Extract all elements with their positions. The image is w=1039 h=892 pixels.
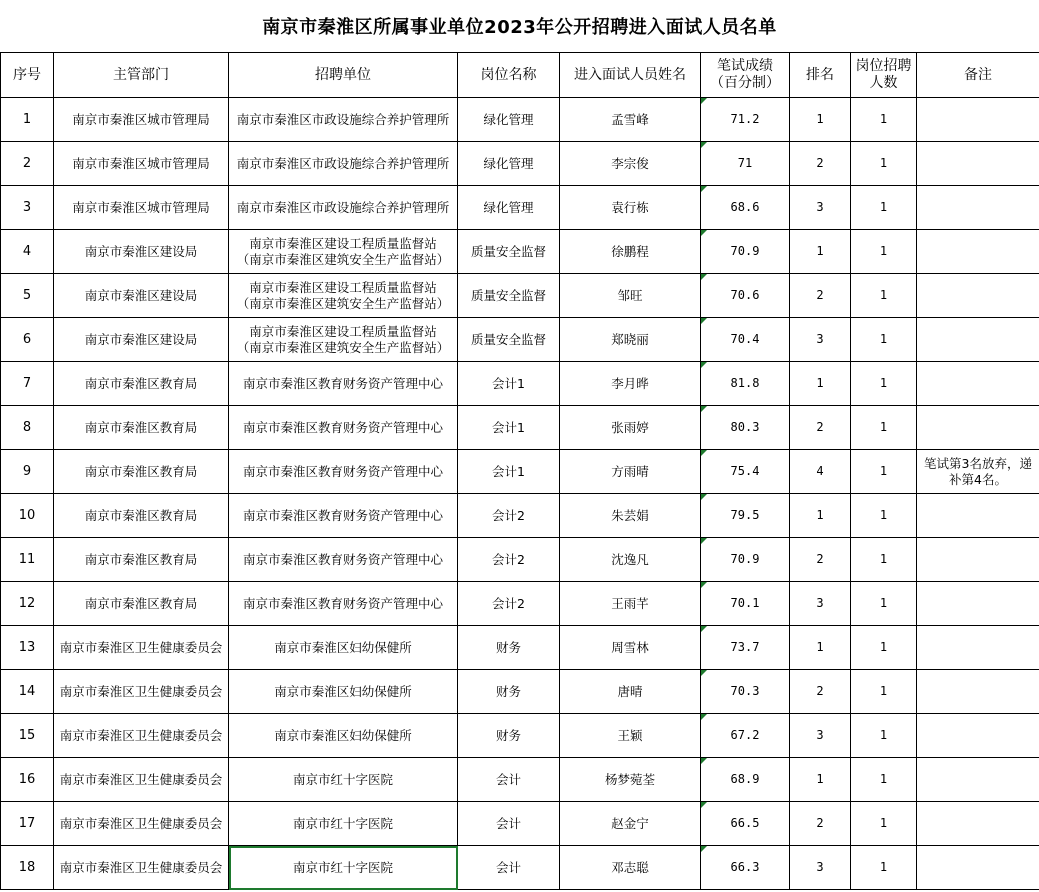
cell-remark[interactable] (917, 670, 1039, 714)
cell-score[interactable]: 73.7 (701, 626, 790, 670)
cell-quota[interactable]: 1 (851, 494, 917, 538)
cell-name[interactable]: 袁行栋 (560, 186, 701, 230)
cell-seq[interactable]: 10 (1, 494, 54, 538)
cell-unit-line1: 南京市秦淮区教育财务资产管理中心 (242, 595, 443, 611)
cell-seq[interactable]: 7 (1, 362, 54, 406)
header-dept[interactable]: 主管部门 (54, 53, 229, 98)
cell-position[interactable]: 财务 (458, 714, 560, 758)
cell-score[interactable]: 66.5 (701, 802, 790, 846)
header-score-line1: 笔试成绩 (717, 58, 773, 74)
cell-unit[interactable] (229, 714, 458, 758)
table-row (1, 450, 1039, 494)
cell-seq[interactable]: 5 (1, 274, 54, 318)
cell-dept[interactable]: 南京市秦淮区卫生健康委员会 (54, 802, 229, 846)
cell-rank[interactable]: 3 (790, 186, 851, 230)
cell-unit[interactable] (229, 450, 458, 494)
cell-unit-line1: 南京市秦淮区教育财务资产管理中心 (242, 375, 443, 391)
cell-dept[interactable]: 南京市秦淮区城市管理局 (54, 186, 229, 230)
table-row (1, 758, 1039, 802)
cell-position[interactable]: 质量安全监督 (458, 274, 560, 318)
cell-seq[interactable]: 13 (1, 626, 54, 670)
cell-score[interactable]: 68.9 (701, 758, 790, 802)
cell-quota[interactable]: 1 (851, 274, 917, 318)
cell-seq[interactable]: 1 (1, 98, 54, 142)
cell-seq[interactable]: 2 (1, 142, 54, 186)
cell-seq[interactable]: 11 (1, 538, 54, 582)
table-row (1, 318, 1039, 362)
cell-remark[interactable] (917, 362, 1039, 406)
cell-seq[interactable]: 16 (1, 758, 54, 802)
cell-unit[interactable] (229, 362, 458, 406)
cell-position[interactable]: 绿化管理 (458, 98, 560, 142)
cell-unit[interactable] (229, 846, 458, 890)
cell-score[interactable]: 70.9 (701, 230, 790, 274)
cell-remark[interactable] (917, 758, 1039, 802)
header-seq[interactable]: 序号 (1, 53, 54, 98)
cell-remark[interactable] (917, 406, 1039, 450)
cell-unit-line1: 南京市秦淮区教育财务资产管理中心 (242, 507, 443, 523)
cell-name[interactable]: 徐鹏程 (560, 230, 701, 274)
table-row (1, 406, 1039, 450)
cell-unit[interactable] (229, 626, 458, 670)
cell-name[interactable]: 杨梦菀荃 (560, 758, 701, 802)
cell-position[interactable]: 会计2 (458, 582, 560, 626)
cell-quota[interactable]: 1 (851, 582, 917, 626)
cell-score[interactable]: 81.8 (701, 362, 790, 406)
cell-seq[interactable]: 8 (1, 406, 54, 450)
cell-name[interactable]: 孟雪峰 (560, 98, 701, 142)
cell-score[interactable]: 70.3 (701, 670, 790, 714)
cell-unit-line1: 南京市秦淮区市政设施综合养护管理所 (236, 155, 450, 171)
cell-unit[interactable] (229, 582, 458, 626)
cell-seq[interactable]: 15 (1, 714, 54, 758)
table-row (1, 494, 1039, 538)
cell-score[interactable]: 67.2 (701, 714, 790, 758)
cell-dept[interactable]: 南京市秦淮区卫生健康委员会 (54, 626, 229, 670)
cell-remark[interactable]: 笔试第3名放弃，递补第4名。 (917, 450, 1039, 494)
cell-name[interactable]: 方雨晴 (560, 450, 701, 494)
cell-rank[interactable]: 1 (790, 362, 851, 406)
cell-position[interactable]: 会计2 (458, 538, 560, 582)
table-row (1, 230, 1039, 274)
cell-unit[interactable] (229, 670, 458, 714)
cell-name[interactable]: 郑晓丽 (560, 318, 701, 362)
cell-quota[interactable]: 1 (851, 142, 917, 186)
cell-unit-line2: （南京市秦淮区建筑安全生产监督站） (236, 339, 450, 355)
cell-unit[interactable] (229, 98, 458, 142)
cell-quota[interactable]: 1 (851, 802, 917, 846)
cell-unit-line1: 南京市秦淮区建设工程质量监督站 (249, 279, 437, 295)
cell-rank[interactable]: 2 (790, 538, 851, 582)
cell-name[interactable]: 邓志聪 (560, 846, 701, 890)
cell-name[interactable]: 赵金宁 (560, 802, 701, 846)
cell-dept[interactable]: 南京市秦淮区卫生健康委员会 (54, 714, 229, 758)
cell-remark[interactable] (917, 582, 1039, 626)
cell-rank[interactable]: 1 (790, 758, 851, 802)
cell-remark[interactable] (917, 714, 1039, 758)
cell-rank[interactable]: 2 (790, 274, 851, 318)
cell-quota[interactable]: 1 (851, 846, 917, 890)
table-row (1, 142, 1039, 186)
cell-rank[interactable]: 3 (790, 318, 851, 362)
cell-name[interactable]: 邹旺 (560, 274, 701, 318)
interview-list-table (0, 52, 1039, 890)
table-row (1, 186, 1039, 230)
cell-score[interactable]: 68.6 (701, 186, 790, 230)
cell-position[interactable]: 会计1 (458, 406, 560, 450)
cell-score[interactable]: 70.4 (701, 318, 790, 362)
cell-unit[interactable] (229, 230, 458, 274)
cell-unit[interactable] (229, 318, 458, 362)
cell-dept[interactable]: 南京市秦淮区城市管理局 (54, 98, 229, 142)
cell-position[interactable]: 质量安全监督 (458, 318, 560, 362)
cell-dept[interactable]: 南京市秦淮区教育局 (54, 582, 229, 626)
cell-name[interactable]: 王颖 (560, 714, 701, 758)
cell-seq[interactable]: 18 (1, 846, 54, 890)
cell-position[interactable]: 质量安全监督 (458, 230, 560, 274)
cell-unit-line1: 南京市秦淮区教育财务资产管理中心 (242, 551, 443, 567)
cell-name[interactable]: 沈逸凡 (560, 538, 701, 582)
cell-unit-line2: （南京市秦淮区建筑安全生产监督站） (236, 251, 450, 267)
table-row (1, 846, 1039, 890)
cell-dept[interactable]: 南京市秦淮区教育局 (54, 406, 229, 450)
cell-unit-line2: （南京市秦淮区建筑安全生产监督站） (236, 295, 450, 311)
cell-unit-line1: 南京市红十字医院 (292, 815, 393, 831)
cell-unit[interactable] (229, 274, 458, 318)
cell-remark[interactable] (917, 538, 1039, 582)
cell-name[interactable]: 李宗俊 (560, 142, 701, 186)
cell-position[interactable]: 会计 (458, 846, 560, 890)
cell-seq[interactable]: 3 (1, 186, 54, 230)
cell-unit[interactable] (229, 494, 458, 538)
cell-quota[interactable]: 1 (851, 626, 917, 670)
cell-remark[interactable] (917, 626, 1039, 670)
table-title: 南京市秦淮区所属事业单位2023年公开招聘进入面试人员名单 (262, 17, 777, 38)
cell-score[interactable]: 71.2 (701, 98, 790, 142)
cell-unit-line1: 南京市秦淮区妇幼保健所 (274, 639, 412, 655)
cell-remark[interactable] (917, 274, 1039, 318)
cell-dept[interactable]: 南京市秦淮区教育局 (54, 362, 229, 406)
cell-position[interactable]: 会计2 (458, 494, 560, 538)
cell-score[interactable]: 70.1 (701, 582, 790, 626)
header-score-line2: （百分制） (710, 75, 780, 91)
cell-quota[interactable]: 1 (851, 670, 917, 714)
cell-unit-line1: 南京市秦淮区妇幼保健所 (274, 727, 412, 743)
cell-remark[interactable] (917, 142, 1039, 186)
cell-seq[interactable]: 6 (1, 318, 54, 362)
cell-rank[interactable]: 4 (790, 450, 851, 494)
cell-seq[interactable]: 9 (1, 450, 54, 494)
cell-quota[interactable]: 1 (851, 538, 917, 582)
cell-seq[interactable]: 17 (1, 802, 54, 846)
cell-unit-line1: 南京市秦淮区市政设施综合养护管理所 (236, 199, 450, 215)
cell-position[interactable]: 财务 (458, 670, 560, 714)
cell-unit-line1: 南京市秦淮区建设工程质量监督站 (249, 235, 437, 251)
cell-unit-line1: 南京市秦淮区教育财务资产管理中心 (242, 419, 443, 435)
table-row (1, 98, 1039, 142)
cell-rank[interactable]: 2 (790, 802, 851, 846)
table-body (1, 98, 1039, 890)
cell-position[interactable]: 绿化管理 (458, 186, 560, 230)
header-row (1, 53, 1039, 98)
cell-rank[interactable]: 1 (790, 494, 851, 538)
header-quota[interactable] (851, 53, 917, 98)
cell-dept[interactable]: 南京市秦淮区建设局 (54, 318, 229, 362)
cell-position[interactable]: 会计1 (458, 450, 560, 494)
header-quota-line2: 人数 (869, 75, 898, 91)
cell-rank[interactable]: 1 (790, 230, 851, 274)
header-unit[interactable]: 招聘单位 (229, 53, 458, 98)
cell-remark[interactable] (917, 98, 1039, 142)
cell-dept[interactable]: 南京市秦淮区城市管理局 (54, 142, 229, 186)
cell-unit-line1: 南京市红十字医院 (292, 771, 393, 787)
cell-score[interactable]: 79.5 (701, 494, 790, 538)
cell-remark[interactable] (917, 494, 1039, 538)
cell-name[interactable]: 周雪林 (560, 626, 701, 670)
cell-dept[interactable]: 南京市秦淮区建设局 (54, 230, 229, 274)
cell-unit[interactable] (229, 802, 458, 846)
cell-position[interactable]: 财务 (458, 626, 560, 670)
cell-score[interactable]: 75.4 (701, 450, 790, 494)
table-row (1, 538, 1039, 582)
cell-name[interactable]: 张雨婷 (560, 406, 701, 450)
cell-remark[interactable] (917, 318, 1039, 362)
cell-rank[interactable]: 3 (790, 846, 851, 890)
cell-name[interactable]: 王雨芊 (560, 582, 701, 626)
cell-score[interactable]: 70.6 (701, 274, 790, 318)
cell-quota[interactable]: 1 (851, 98, 917, 142)
cell-dept[interactable]: 南京市秦淮区卫生健康委员会 (54, 846, 229, 890)
cell-dept[interactable]: 南京市秦淮区卫生健康委员会 (54, 758, 229, 802)
cell-remark[interactable] (917, 802, 1039, 846)
cell-unit-line1: 南京市秦淮区妇幼保健所 (274, 683, 412, 699)
cell-unit[interactable] (229, 406, 458, 450)
cell-quota[interactable]: 1 (851, 362, 917, 406)
table-row (1, 714, 1039, 758)
header-quota-line1: 岗位招聘 (855, 58, 912, 74)
cell-position[interactable]: 会计 (458, 758, 560, 802)
cell-dept[interactable]: 南京市秦淮区卫生健康委员会 (54, 670, 229, 714)
cell-seq[interactable]: 14 (1, 670, 54, 714)
cell-unit-line1: 南京市秦淮区教育财务资产管理中心 (242, 463, 443, 479)
table-row (1, 626, 1039, 670)
cell-seq[interactable]: 12 (1, 582, 54, 626)
cell-quota[interactable]: 1 (851, 406, 917, 450)
cell-rank[interactable]: 2 (790, 670, 851, 714)
cell-rank[interactable]: 2 (790, 406, 851, 450)
cell-remark[interactable] (917, 846, 1039, 890)
cell-unit[interactable] (229, 142, 458, 186)
cell-quota[interactable]: 1 (851, 186, 917, 230)
table-row (1, 274, 1039, 318)
cell-rank[interactable]: 1 (790, 626, 851, 670)
table-row (1, 670, 1039, 714)
table-row (1, 802, 1039, 846)
cell-rank[interactable]: 3 (790, 714, 851, 758)
header-position[interactable]: 岗位名称 (458, 53, 560, 98)
header-name[interactable]: 进入面试人员姓名 (560, 53, 701, 98)
cell-quota[interactable]: 1 (851, 714, 917, 758)
cell-remark[interactable] (917, 230, 1039, 274)
cell-quota[interactable]: 1 (851, 450, 917, 494)
cell-score[interactable]: 66.3 (701, 846, 790, 890)
header-remark[interactable]: 备注 (917, 53, 1039, 98)
cell-unit[interactable] (229, 186, 458, 230)
header-score[interactable] (701, 53, 790, 98)
cell-name[interactable]: 朱芸娟 (560, 494, 701, 538)
cell-score[interactable]: 80.3 (701, 406, 790, 450)
cell-rank[interactable]: 2 (790, 142, 851, 186)
cell-unit[interactable] (229, 538, 458, 582)
cell-unit-line1: 南京市秦淮区建设工程质量监督站 (249, 323, 437, 339)
cell-score[interactable]: 70.9 (701, 538, 790, 582)
cell-dept[interactable]: 南京市秦淮区教育局 (54, 494, 229, 538)
cell-dept[interactable]: 南京市秦淮区建设局 (54, 274, 229, 318)
table-row (1, 362, 1039, 406)
cell-seq[interactable]: 4 (1, 230, 54, 274)
cell-quota[interactable]: 1 (851, 230, 917, 274)
cell-dept[interactable]: 南京市秦淮区教育局 (54, 450, 229, 494)
header-rank[interactable]: 排名 (790, 53, 851, 98)
cell-quota[interactable]: 1 (851, 758, 917, 802)
cell-rank[interactable]: 3 (790, 582, 851, 626)
cell-position[interactable]: 会计 (458, 802, 560, 846)
cell-rank[interactable]: 1 (790, 98, 851, 142)
cell-position[interactable]: 绿化管理 (458, 142, 560, 186)
cell-position[interactable]: 会计1 (458, 362, 560, 406)
cell-remark[interactable] (917, 186, 1039, 230)
cell-name[interactable]: 李月晔 (560, 362, 701, 406)
cell-unit-line1: 南京市红十字医院 (292, 859, 393, 875)
cell-name[interactable]: 唐晴 (560, 670, 701, 714)
cell-score[interactable]: 71 (701, 142, 790, 186)
cell-dept[interactable]: 南京市秦淮区教育局 (54, 538, 229, 582)
cell-quota[interactable]: 1 (851, 318, 917, 362)
table-row (1, 582, 1039, 626)
cell-unit-line1: 南京市秦淮区市政设施综合养护管理所 (236, 111, 450, 127)
cell-unit[interactable] (229, 758, 458, 802)
